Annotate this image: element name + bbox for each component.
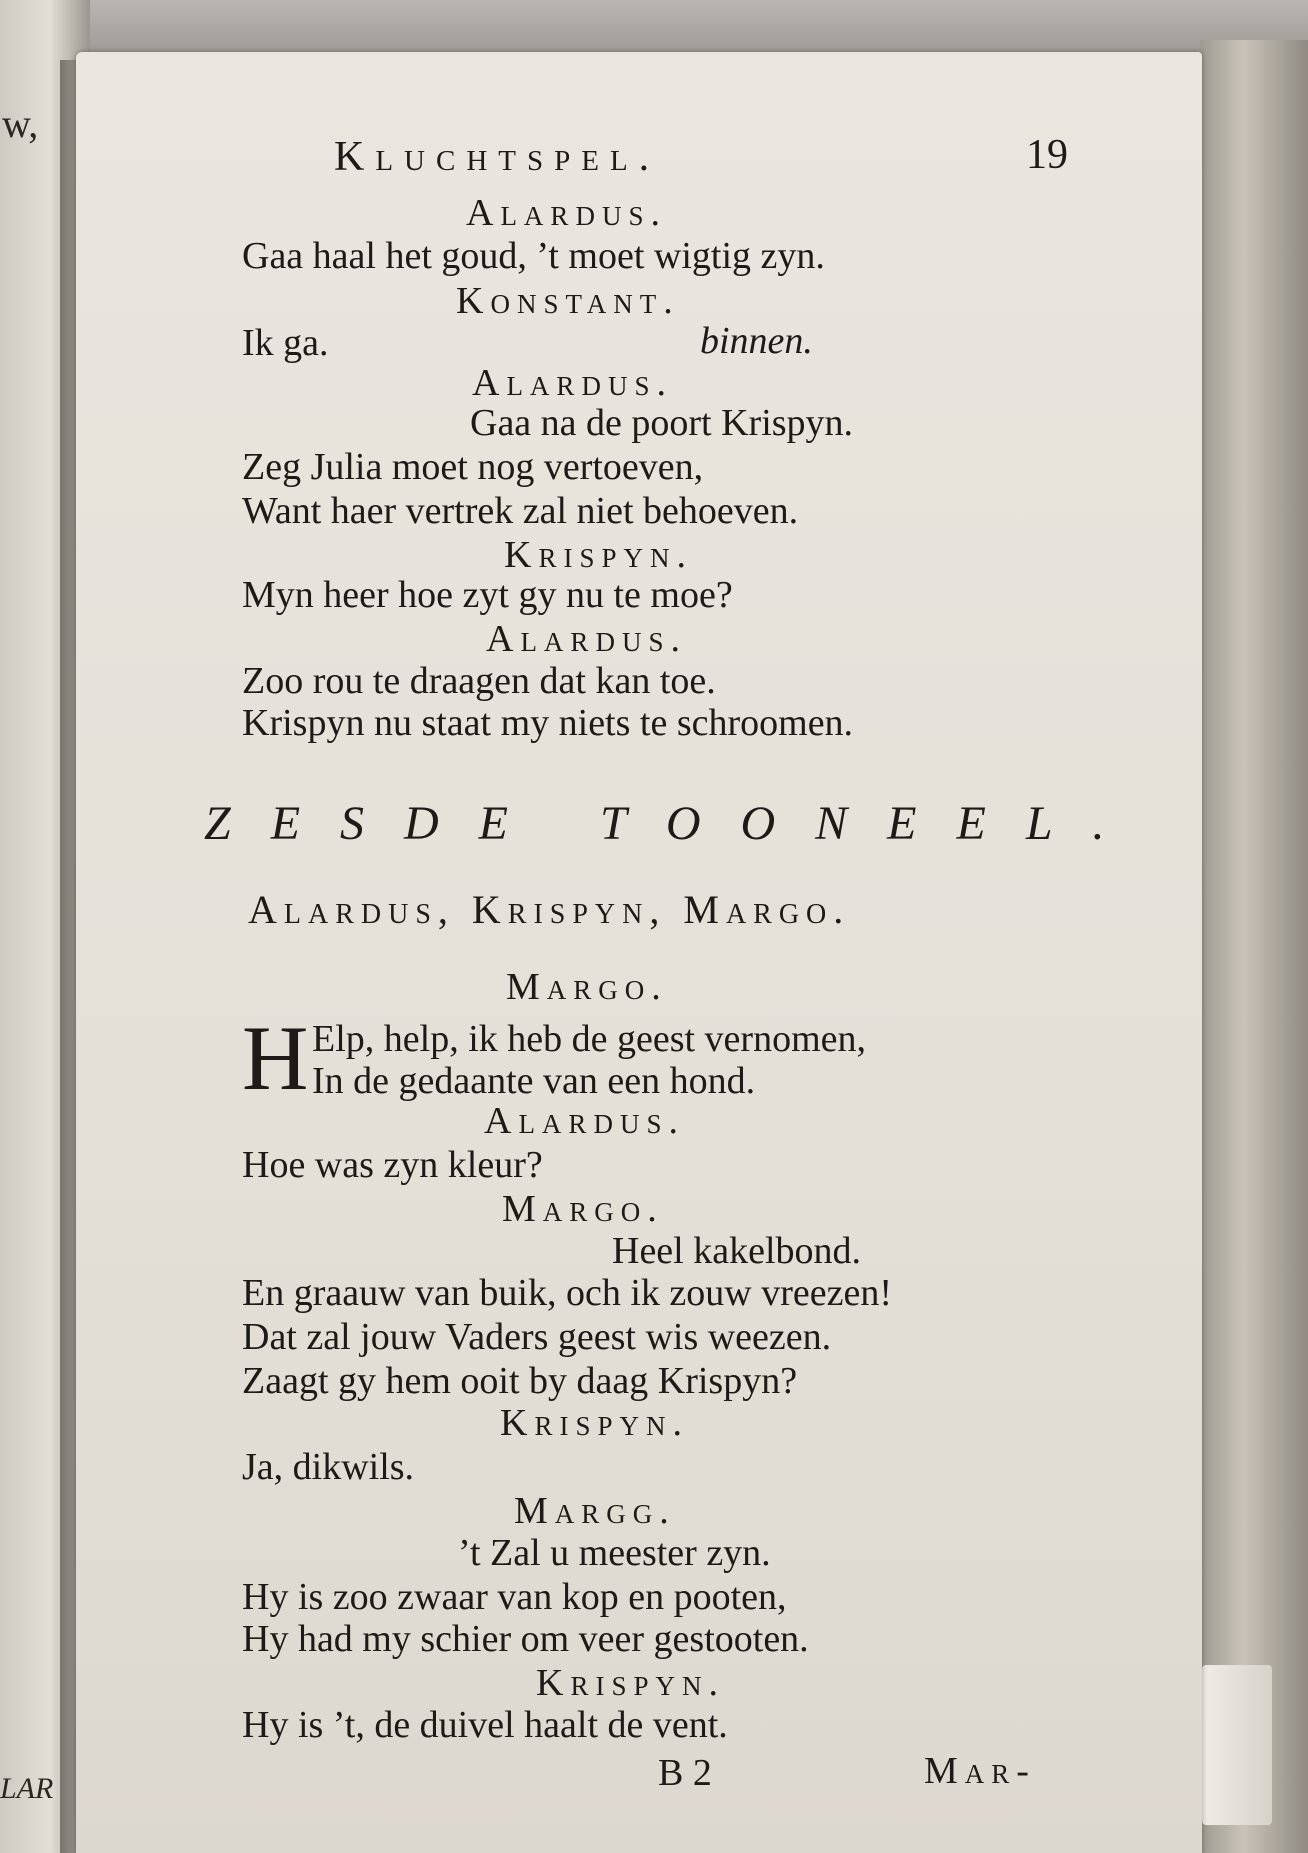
- verse-line: Zaagt gy hem ooit by daag Krispyn?: [242, 1360, 798, 1402]
- speaker-label: Margo.: [502, 1188, 664, 1230]
- facing-page-fragment-top: w,: [2, 101, 39, 146]
- verse-line: Hy is zoo zwaar van kop en pooten,: [242, 1576, 787, 1618]
- verse-line: Myn heer hoe zyt gy nu te moe?: [242, 574, 733, 616]
- signature-mark: B 2: [658, 1752, 712, 1794]
- verse-line: Want haer vertrek zal niet behoeven.: [242, 490, 799, 532]
- drop-cap: H: [242, 1007, 309, 1109]
- verse-line: Ja, dikwils.: [242, 1446, 415, 1488]
- scene-cast: Alardus, Krispyn, Margo.: [248, 887, 851, 932]
- speaker-label: Alardus.: [472, 362, 673, 404]
- speaker-label: Krispyn.: [536, 1662, 725, 1704]
- verse-line: Heel kakelbond.: [612, 1230, 862, 1272]
- book-cover-edge: [1200, 40, 1308, 1853]
- speaker-label: Margo.: [506, 966, 668, 1008]
- verse-line: Hy had my schier om veer gestooten.: [242, 1618, 809, 1660]
- running-title: Kluchtspel.: [334, 134, 661, 180]
- speaker-label: Alardus.: [484, 1100, 685, 1142]
- verse-line: Krispyn nu staat my niets te schroomen.: [242, 702, 854, 744]
- verse-line: Gaa haal het goud, ’t moet wigtig zyn.: [242, 235, 825, 277]
- verse-line: Hoe was zyn kleur?: [242, 1144, 543, 1186]
- speaker-label: Krispyn.: [500, 1402, 689, 1444]
- verse-line: Hy is ’t, de duivel haalt de vent.: [242, 1704, 728, 1746]
- speaker-label: Alardus.: [466, 192, 667, 234]
- verse-line: Zeg Julia moet nog vertoeven,: [242, 446, 704, 488]
- verse-line: ’t Zal u meester zyn.: [458, 1532, 771, 1574]
- scene-title: ZESDE TOONEEL.: [204, 797, 1145, 850]
- speaker-label: Konstant.: [456, 280, 680, 322]
- verse-line: Elp, help, ik heb de geest vernomen,: [312, 1018, 867, 1060]
- verse-line: Gaa na de poort Krispyn.: [470, 402, 854, 444]
- verse-line: In de gedaante van een hond.: [312, 1060, 756, 1102]
- page-number: 19: [1026, 132, 1068, 178]
- catchword: Mar-: [924, 1750, 1036, 1792]
- speaker-label: Margg.: [514, 1490, 676, 1532]
- verse-line: Ik ga.: [242, 322, 329, 364]
- verse-line: Zoo rou te draagen dat kan toe.: [242, 660, 716, 702]
- facing-page-fragment-bottom: LAR: [0, 1772, 54, 1805]
- speaker-label: Alardus.: [486, 618, 687, 660]
- speaker-label: Krispyn.: [504, 534, 693, 576]
- verse-line: En graauw van buik, och ik zouw vreezen!: [242, 1272, 892, 1314]
- book-page: [76, 52, 1202, 1853]
- page-tab: [1202, 1665, 1272, 1825]
- stage-direction: binnen.: [700, 320, 813, 362]
- verse-line: Dat zal jouw Vaders geest wis weezen.: [242, 1316, 832, 1358]
